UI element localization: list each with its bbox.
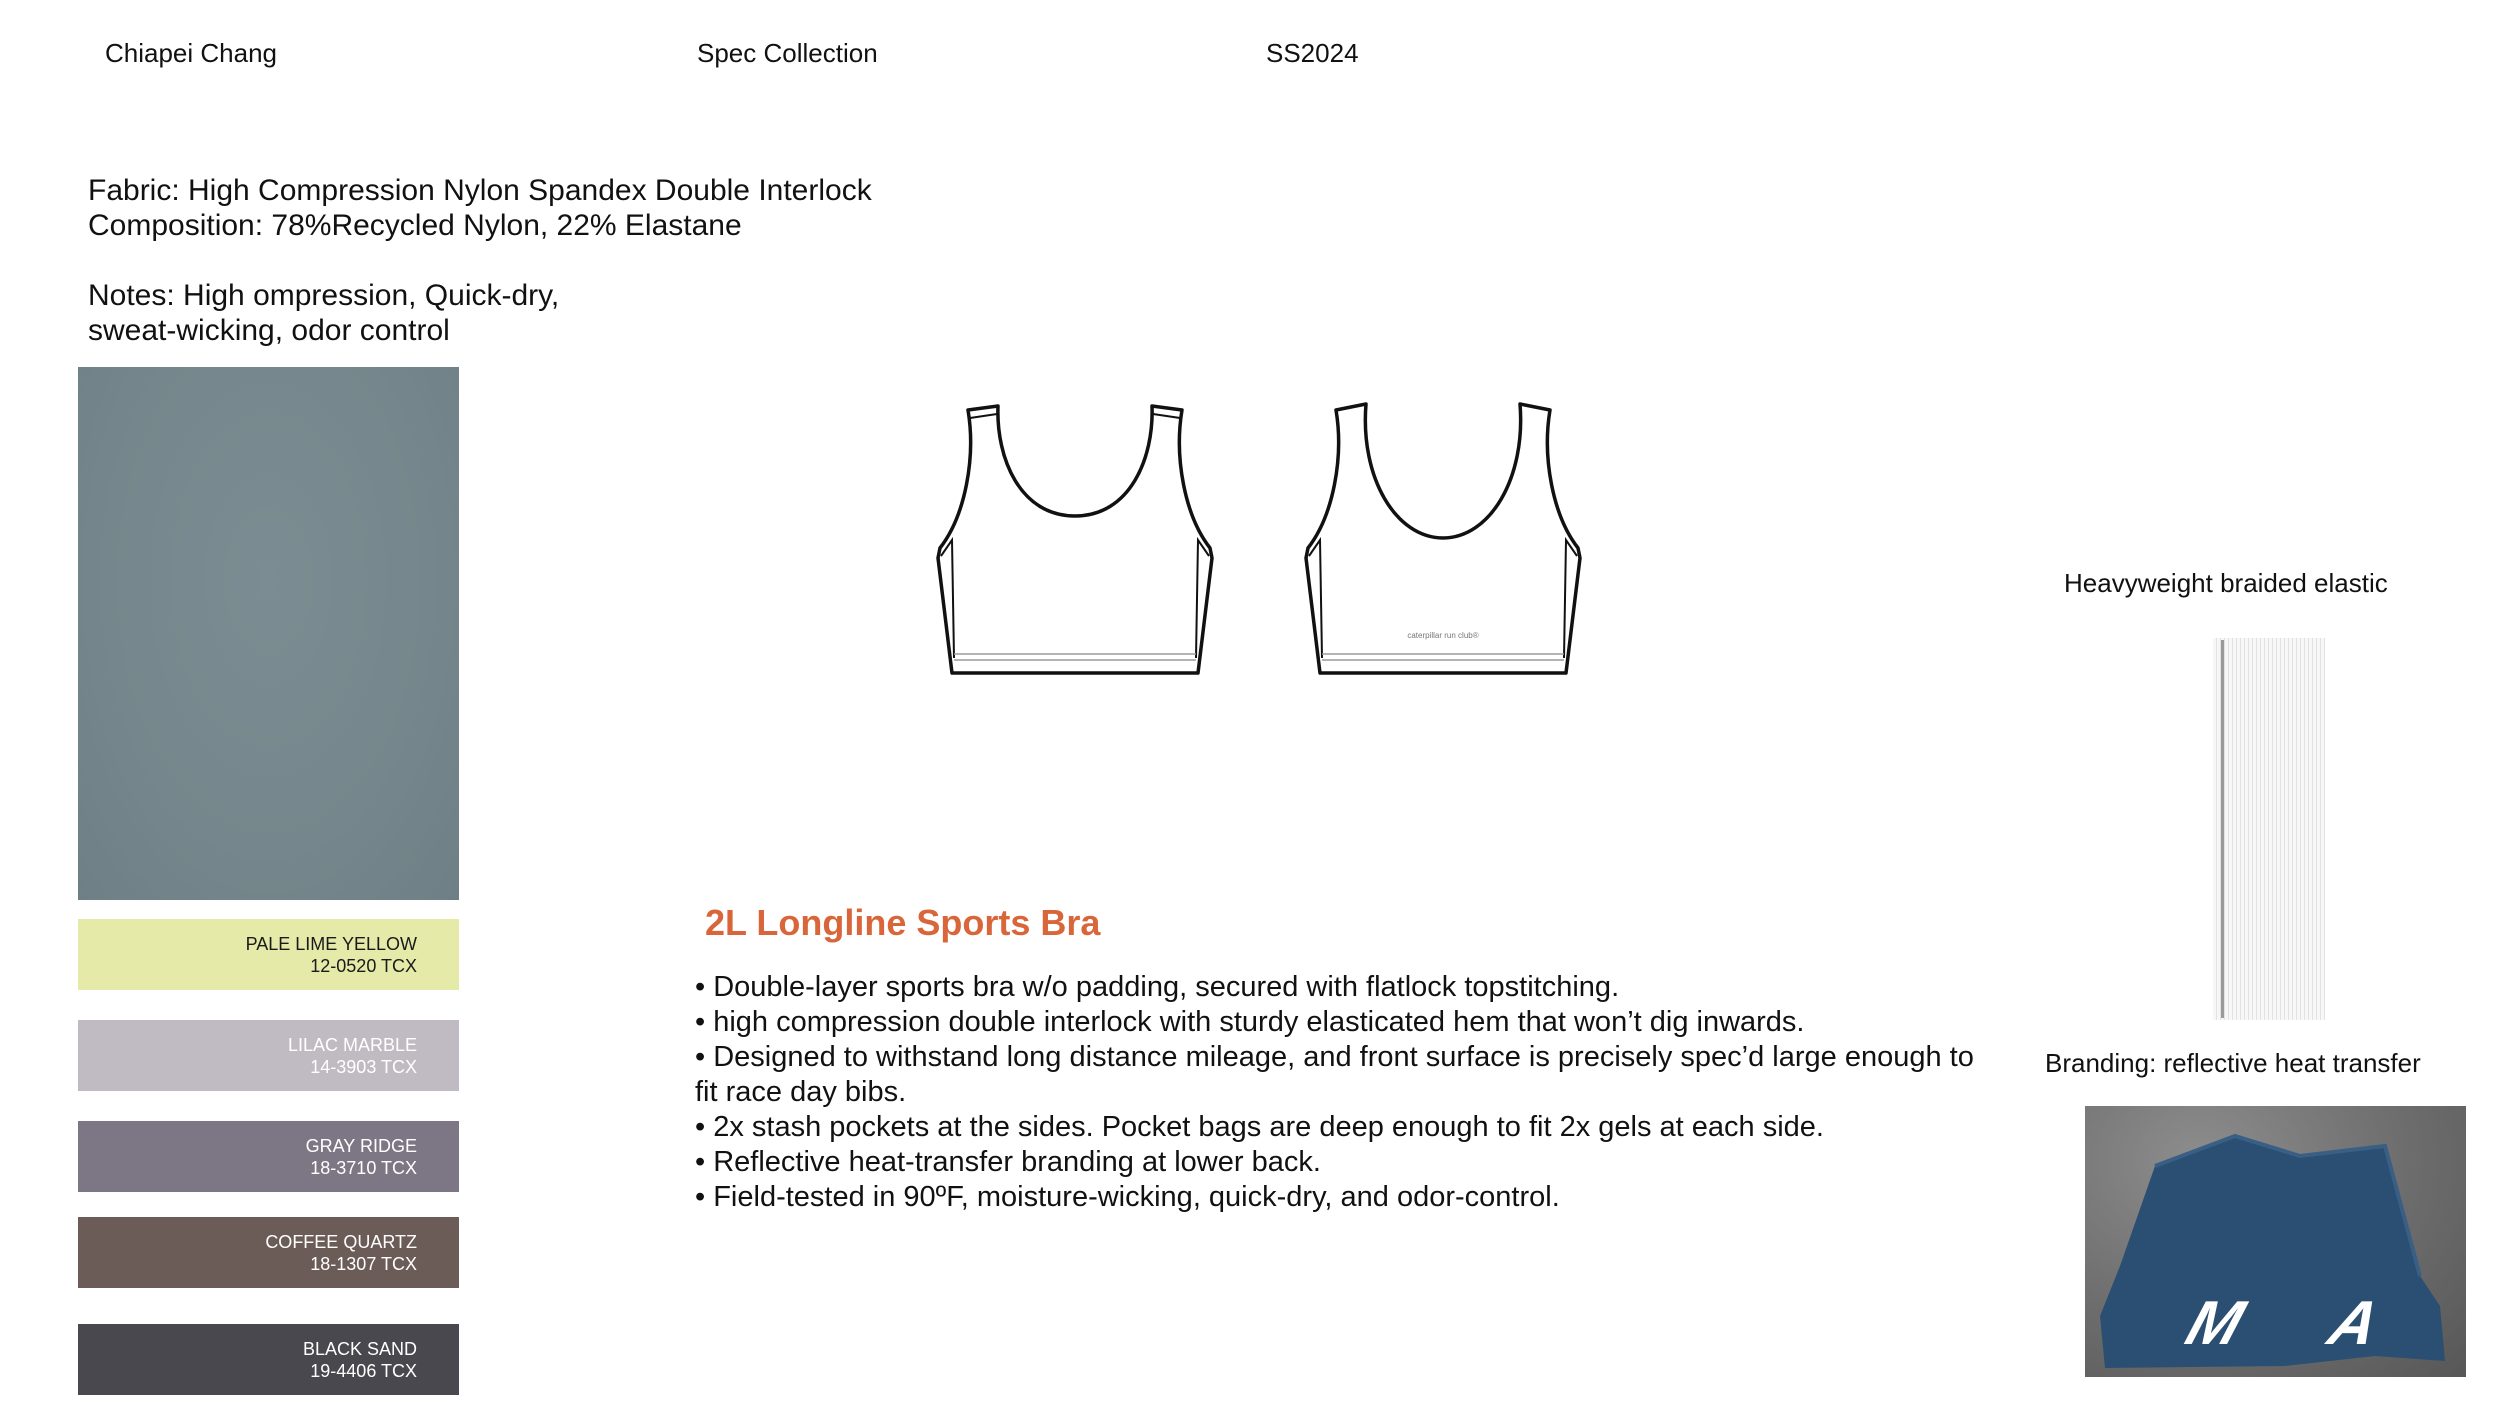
branding-label: Branding: reflective heat transfer bbox=[2045, 1048, 2421, 1078]
branding-letters: M A bbox=[2178, 1288, 2427, 1358]
sports-bra-back-icon bbox=[1298, 398, 1588, 678]
designer-name: Chiapei Chang bbox=[105, 38, 278, 68]
collection-name: Spec Collection bbox=[697, 38, 878, 68]
feature-item: • Field-tested in 90ºF, moisture-wicking, quick-dry, and odor-control. bbox=[695, 1181, 1560, 1213]
feature-item: • high compression double interlock with sturdy elasticated hem that won’t dig inwards. bbox=[695, 1006, 1805, 1038]
color-chip-coffee-quartz bbox=[78, 1217, 459, 1288]
sports-bra-front-icon bbox=[930, 398, 1220, 678]
chip-code: 14-3903 TCX bbox=[310, 1056, 417, 1077]
chip-name: PALE LIME YELLOW bbox=[245, 933, 417, 954]
chip-code: 18-3710 TCX bbox=[310, 1157, 417, 1178]
chip-code: 12-0520 TCX bbox=[310, 955, 417, 976]
chip-name: GRAY RIDGE bbox=[305, 1135, 417, 1156]
back-print-text: caterpillar run club® bbox=[1407, 631, 1479, 640]
main-fabric-swatch bbox=[78, 367, 459, 900]
feature-list bbox=[695, 970, 1995, 1215]
reflective-transfer-image bbox=[2085, 1106, 2466, 1377]
elastic-edge-stitch bbox=[2221, 640, 2224, 1018]
fabric-line: Fabric: High Compression Nylon Spandex Double Interlock bbox=[88, 174, 872, 207]
branding-photo bbox=[2085, 1106, 2466, 1377]
season-code: SS2024 bbox=[1266, 38, 1359, 68]
color-chip-lilac-marble bbox=[78, 1020, 459, 1091]
feature-item: • Designed to withstand long distance mileage, and front surface is precisely spec’d large enough to fit race day bibs. bbox=[695, 1041, 1982, 1108]
notes-line-2: sweat-wicking, odor control bbox=[88, 314, 450, 347]
feature-item: • Double-layer sports bra w/o padding, secured with flatlock topstitching. bbox=[695, 971, 1620, 1003]
feature-item: • 2x stash pockets at the sides. Pocket bags are deep enough to fit 2x gels at each side. bbox=[695, 1111, 1824, 1143]
notes-line-1: Notes: High ompression, Quick-dry, bbox=[88, 279, 560, 312]
color-chip-gray-ridge bbox=[78, 1121, 459, 1192]
color-chip-black-sand bbox=[78, 1324, 459, 1395]
chip-code: 19-4406 TCX bbox=[310, 1360, 417, 1381]
chip-name: COFFEE QUARTZ bbox=[265, 1231, 417, 1252]
braided-elastic-image bbox=[2213, 638, 2325, 1020]
chip-name: LILAC MARBLE bbox=[287, 1034, 417, 1055]
chip-code: 18-1307 TCX bbox=[310, 1253, 417, 1274]
elastic-label: Heavyweight braided elastic bbox=[2064, 568, 2388, 598]
feature-item: • Reflective heat-transfer branding at lower back. bbox=[695, 1146, 1321, 1178]
composition-line: Composition: 78%Recycled Nylon, 22% Elastane bbox=[88, 209, 742, 242]
product-title: 2L Longline Sports Bra bbox=[705, 902, 1101, 943]
chip-name: BLACK SAND bbox=[302, 1338, 417, 1359]
color-chip-pale-lime-yellow bbox=[78, 919, 459, 990]
